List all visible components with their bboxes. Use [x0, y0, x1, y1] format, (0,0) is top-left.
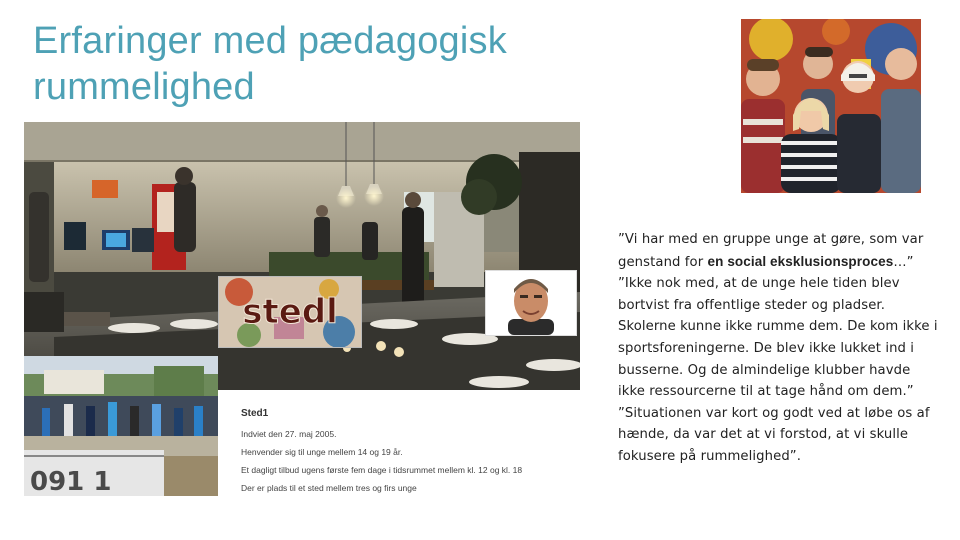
- info-card-line: Henvender sig til unge mellem 14 og 19 år.: [241, 447, 403, 457]
- info-card-line: Et dagligt tilbud ugens første fem dage i tidsrummet mellem kl. 12 og kl. 18: [241, 465, 523, 475]
- quote-paragraph-2: ”Ikke nok med, at de unge hele tiden blev bortvist fra offentlige steder og pladser. Skolerne kunne ikke rumme dem. De kom ikke i sportsforeningerne. De blev ikke lukket ind i busserne. Og de almindelige klubber havde ikke ressourcerne til at tage hånd om dem.”: [618, 276, 938, 400]
- team-photo: [741, 19, 921, 193]
- stedl-logo: [218, 276, 362, 348]
- quote-p1-end: …”: [893, 254, 914, 270]
- run-banner-text: 091 1: [30, 467, 112, 496]
- info-card-line: Indviet den 27. maj 2005.: [241, 429, 337, 439]
- portrait-photo: [485, 270, 577, 336]
- running-event-photo: [24, 356, 218, 496]
- stedl-logo-text: stedl: [242, 292, 338, 332]
- slide-title-line-2: rummelighed: [33, 66, 255, 108]
- slide-title-line-1: Erfaringer med pædagogisk: [33, 20, 507, 62]
- info-card: [218, 390, 580, 500]
- youth-club-interior-photo: [24, 122, 580, 390]
- quote-p1-text: ”Vi har med en gruppe unge at gøre, som var genstand for: [618, 232, 924, 270]
- quote-highlight: en social eksklusionsproces: [707, 253, 894, 269]
- quote-paragraph-1: [618, 229, 938, 273]
- slide-title: [33, 18, 593, 110]
- info-card-line: Der er plads til et sted mellem tres og firs unge: [241, 483, 417, 493]
- quote-paragraph-3: ”Situationen var kort og godt ved at løbe os af hænde, da var det at vi forstod, at vi skulle fokusere på rummelighed”.: [618, 405, 930, 464]
- info-card-title: Sted1: [241, 408, 269, 419]
- quote-text: [618, 229, 938, 468]
